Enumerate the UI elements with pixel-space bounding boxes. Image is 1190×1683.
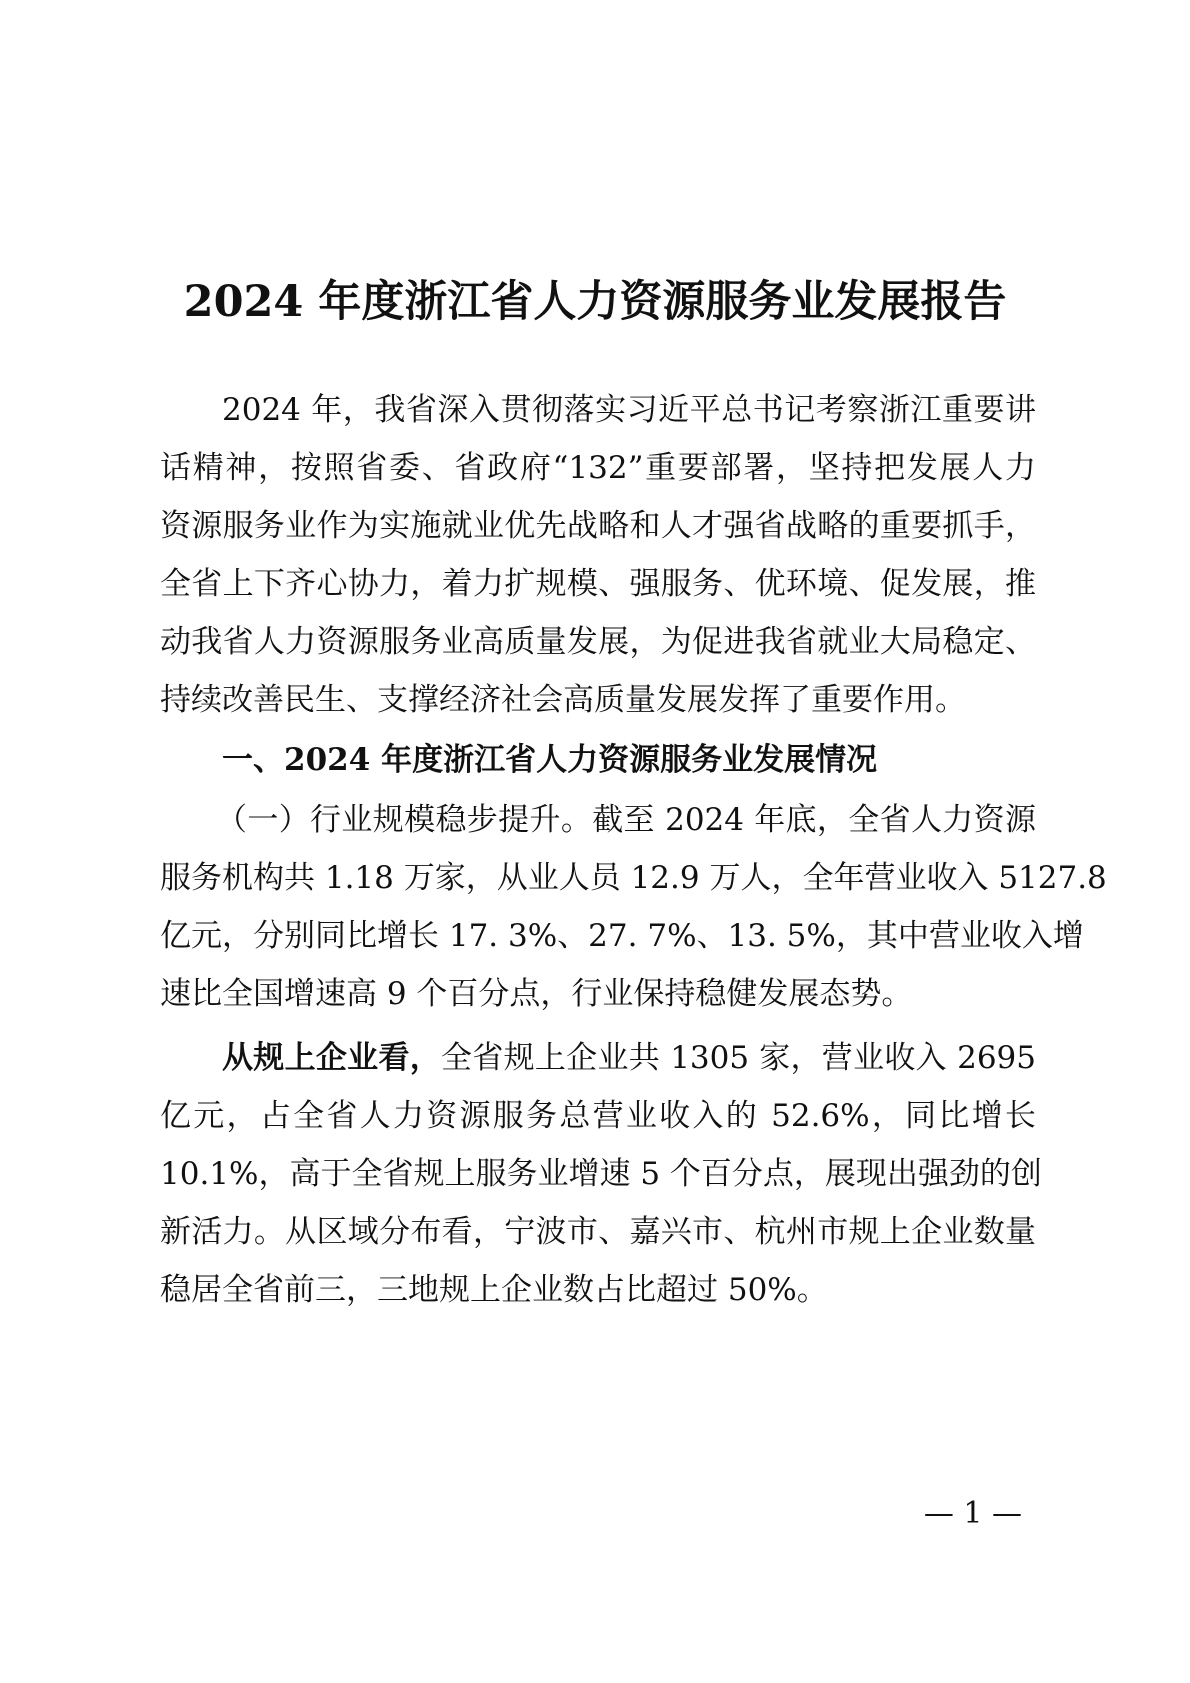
intro-line-6: 持续改善民生、支撑经济社会高质量发展发挥了重要作用。 xyxy=(160,682,966,718)
intro-line-3: 资源服务业作为实施就业优先战略和人才强省战略的重要抓手， xyxy=(160,508,1036,544)
page-number: — 1 — xyxy=(923,1496,1022,1531)
subsection-line-3: 亿元，分别同比增长 17. 3%、27. 7%、13. 5%，其中营业收入增 xyxy=(160,918,1084,954)
scale-line-2: 亿元，占全省人力资源服务总营业收入的 52.6%，同比增长 xyxy=(160,1098,1036,1134)
scale-line-1 xyxy=(222,1036,1036,1080)
document-title: 2024 年度浙江省人力资源服务业发展报告 xyxy=(183,277,1007,327)
subsection-line-1: （一）行业规模稳步提升。截至 2024 年底，全省人力资源 xyxy=(216,802,1036,838)
scale-line-5: 稳居全省前三，三地规上企业数占比超过 50%。 xyxy=(160,1272,828,1308)
intro-line-4: 全省上下齐心协力，着力扩规模、强服务、优环境、促发展，推 xyxy=(160,566,1036,602)
section-heading: 一、2024 年度浙江省人力资源服务业发展情况 xyxy=(222,742,878,778)
intro-line-5: 动我省人力资源服务业高质量发展，为促进我省就业大局稳定、 xyxy=(160,624,1036,660)
scale-lead: 从规上企业看， xyxy=(222,1040,442,1076)
subsection-line-4: 速比全国增速高 9 个百分点，行业保持稳健发展态势。 xyxy=(160,976,913,1012)
scale-line-3: 10.1%，高于全省规上服务业增速 5 个百分点，展现出强劲的创 xyxy=(160,1156,1042,1192)
scale-line-1-rest: 全省规上企业共 1305 家，营业收入 2695 xyxy=(441,1040,1036,1076)
scale-line-4: 新活力。从区域分布看，宁波市、嘉兴市、杭州市规上企业数量 xyxy=(160,1214,1036,1250)
subsection-line-2: 服务机构共 1.18 万家，从业人员 12.9 万人，全年营业收入 5127.8 xyxy=(160,860,1107,896)
intro-line-1: 2024 年，我省深入贯彻落实习近平总书记考察浙江重要讲 xyxy=(222,392,1036,428)
intro-line-2: 话精神，按照省委、省政府“132”重要部署，坚持把发展人力 xyxy=(160,450,1036,486)
